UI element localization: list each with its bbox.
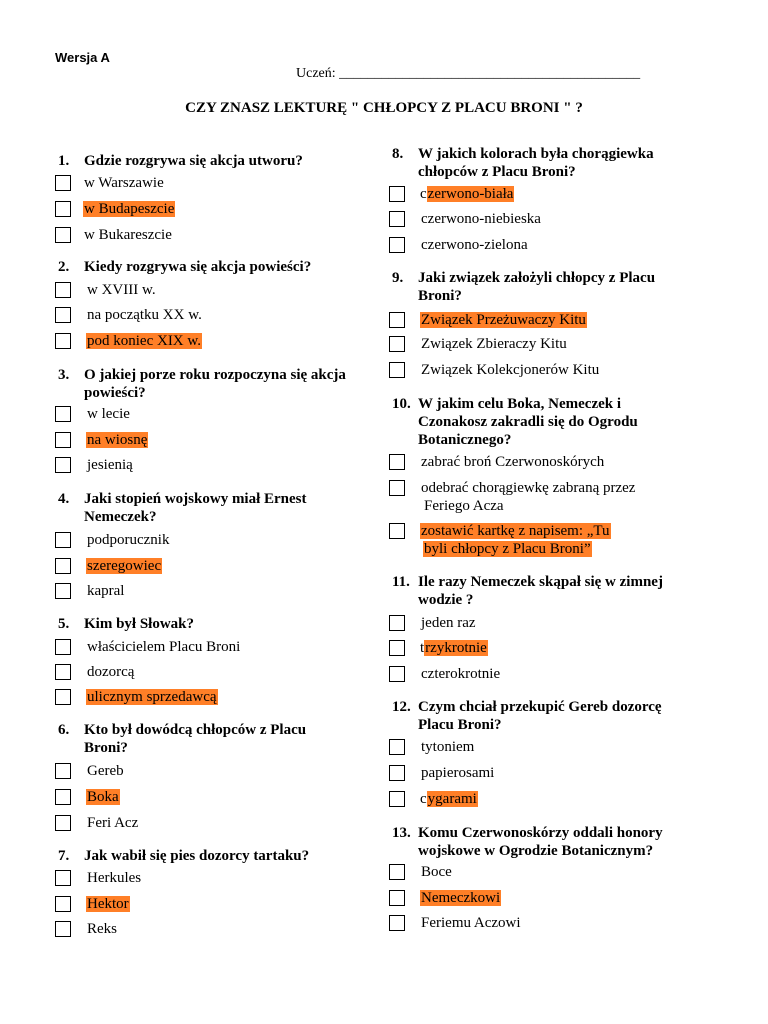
highlighted-answer-text: zerwono-biała [427, 186, 514, 202]
answer-checkbox[interactable] [389, 523, 405, 539]
answer-option[interactable] [55, 226, 343, 246]
answer-checkbox[interactable] [55, 282, 71, 298]
question-text: Kto był dowódcą chłopców z Placu Broni? [84, 722, 307, 756]
answer-option[interactable] [389, 614, 680, 634]
answer-label [83, 200, 175, 218]
answer-label [420, 665, 501, 683]
answer-label [420, 764, 495, 782]
question-number: 13. [392, 825, 411, 841]
answer-checkbox[interactable] [389, 915, 405, 931]
answer-text: kapral [87, 583, 125, 599]
answer-option[interactable] [55, 895, 346, 915]
answer-checkbox[interactable] [55, 432, 71, 448]
highlighted-answer-text: Boka [87, 789, 119, 805]
answer-label [420, 863, 453, 881]
answer-label [86, 332, 202, 350]
answer-text: właścicielem Placu Broni [87, 639, 241, 655]
question-number: 6. [58, 722, 70, 738]
answer-checkbox[interactable] [55, 664, 71, 680]
question-number: 12. [392, 699, 411, 715]
answer-checkbox[interactable] [389, 640, 405, 656]
question-text: Kiedy rozgrywa się akcja powieści? [84, 259, 312, 275]
highlighted-answer-text: pod koniec XIX w. [87, 333, 202, 349]
answer-checkbox[interactable] [55, 639, 71, 655]
answer-checkbox[interactable] [55, 201, 71, 217]
answer-label [86, 895, 130, 913]
question-number: 5. [58, 616, 70, 632]
answer-text: Związek Kolekcjonerów Kitu [421, 362, 600, 378]
answer-label [83, 174, 165, 192]
answer-checkbox[interactable] [389, 890, 405, 906]
answer-option[interactable] [389, 185, 680, 205]
answer-text: Herkules [87, 870, 142, 886]
answer-option[interactable] [55, 582, 346, 602]
highlighted-answer-text: rzykrotnie [425, 640, 487, 656]
answer-text: w XVIII w. [87, 282, 156, 298]
question-text: Czym chciał przekupić Gereb dozorcę Placu Broni? [418, 699, 662, 733]
answer-checkbox[interactable] [55, 558, 71, 574]
answer-label [420, 311, 587, 329]
answer-checkbox[interactable] [389, 480, 405, 496]
answer-option[interactable] [55, 281, 346, 301]
question-number: 3. [58, 367, 70, 383]
answer-option[interactable] [389, 790, 680, 810]
answer-label [86, 531, 170, 549]
answer-option[interactable] [389, 236, 680, 256]
question-number: 11. [392, 574, 410, 590]
question-text: Jak wabił się pies dozorcy tartaku? [84, 848, 310, 864]
question-text: Jaki związek założyli chłopcy z Placu Broni? [418, 270, 656, 304]
answer-text: Związek Zbieraczy Kitu [421, 336, 567, 352]
answer-checkbox[interactable] [389, 739, 405, 755]
question-number: 10. [392, 396, 411, 412]
answer-label [86, 869, 142, 887]
answer-text: w lecie [87, 406, 130, 422]
question-number: 2. [58, 259, 70, 275]
answer-label [420, 639, 488, 657]
question-text: Komu Czerwonoskórzy oddali honory wojskowe w Ogrodzie Botanicznym? [418, 825, 663, 859]
answer-label [420, 738, 475, 756]
answer-label [86, 582, 125, 600]
question-number: 1. [58, 153, 70, 169]
answer-label [420, 185, 514, 203]
answer-checkbox[interactable] [55, 815, 71, 831]
answer-label [86, 431, 148, 449]
answer-label-prefix: c [420, 791, 427, 807]
question-text: W jakich kolorach była chorągiewka chłopców z Placu Broni? [418, 146, 654, 180]
answer-checkbox[interactable] [55, 896, 71, 912]
answer-option[interactable] [55, 332, 346, 352]
answer-checkbox[interactable] [389, 765, 405, 781]
answer-text: Gereb [87, 763, 124, 779]
answer-text: czerwono-niebieska [421, 211, 541, 227]
answer-checkbox[interactable] [389, 615, 405, 631]
question-number: 9. [392, 270, 404, 286]
answer-option[interactable] [55, 638, 346, 658]
answer-label [420, 453, 605, 471]
answer-text: w Warszawie [84, 175, 164, 191]
highlighted-answer-text: Związek Przeżuwaczy Kitu [421, 312, 586, 328]
answer-checkbox[interactable] [389, 336, 405, 352]
answer-text: podporucznik [87, 532, 170, 548]
answer-option[interactable] [389, 738, 680, 758]
answer-checkbox[interactable] [389, 864, 405, 880]
highlighted-answer-text: szeregowiec [87, 558, 162, 574]
answer-label [420, 361, 600, 379]
answer-label [86, 405, 131, 423]
answer-text: Feri Acz [87, 815, 139, 831]
answer-text: odebrać chorągiewkę zabraną przez [421, 480, 636, 496]
answer-text: na początku XX w. [87, 307, 202, 323]
answer-checkbox[interactable] [55, 532, 71, 548]
answer-option[interactable] [389, 210, 680, 230]
answer-option[interactable] [389, 453, 680, 473]
question-text: Ile razy Nemeczek skąpał się w zimnej wodzie ? [418, 574, 663, 608]
answer-text: czterokrotnie [421, 666, 501, 682]
answer-option[interactable] [389, 335, 680, 355]
answer-label [420, 210, 542, 228]
answer-option[interactable] [55, 814, 346, 834]
answer-label [420, 479, 636, 515]
answer-text: jeden raz [421, 615, 476, 631]
answer-checkbox[interactable] [55, 307, 71, 323]
highlighted-answer-text: ulicznym sprzedawcą [87, 689, 217, 705]
student-name-line: Uczeń: ___________________________________________ [296, 66, 641, 81]
answer-text: dozorcą [87, 664, 135, 680]
highlighted-answer-text: Hektor [87, 896, 129, 912]
answer-label [86, 688, 218, 706]
answer-checkbox[interactable] [389, 362, 405, 378]
answer-label [86, 920, 118, 938]
answer-checkbox[interactable] [55, 689, 71, 705]
answer-option[interactable] [389, 639, 680, 659]
answer-checkbox[interactable] [55, 406, 71, 422]
answer-option[interactable] [389, 914, 680, 934]
answer-option[interactable] [55, 869, 346, 889]
question-number: 7. [58, 848, 70, 864]
answer-checkbox[interactable] [389, 211, 405, 227]
page-title: CZY ZNASZ LEKTURĘ " CHŁOPCY Z PLACU BRONI " ? [185, 100, 583, 116]
answer-label [420, 522, 611, 558]
answer-checkbox[interactable] [55, 583, 71, 599]
answer-text: czerwono-zielona [421, 237, 528, 253]
answer-text: papierosami [421, 765, 495, 781]
answer-label [86, 762, 125, 780]
version-label: Wersja A [55, 50, 110, 65]
answer-option[interactable] [389, 479, 680, 514]
answer-option[interactable] [389, 665, 680, 685]
answer-option[interactable] [55, 405, 346, 425]
answer-label [420, 790, 478, 808]
answer-label [86, 814, 139, 832]
answer-option[interactable] [389, 889, 680, 909]
answer-label [420, 889, 501, 907]
answer-option[interactable] [55, 200, 343, 220]
answer-label [83, 226, 173, 244]
answer-option[interactable] [389, 764, 680, 784]
answer-label [86, 663, 135, 681]
answer-option[interactable] [55, 557, 346, 577]
answer-option[interactable] [389, 863, 680, 883]
answer-label [420, 914, 522, 932]
answer-label-prefix: c [420, 186, 427, 202]
highlighted-answer-text: w Budapeszcie [84, 201, 175, 217]
answer-option[interactable] [55, 788, 346, 808]
answer-label [420, 335, 568, 353]
answer-label [86, 788, 120, 806]
answer-checkbox[interactable] [55, 227, 71, 243]
highlighted-answer-text: byli chłopcy z Placu Broni” [424, 541, 591, 557]
answer-checkbox[interactable] [55, 175, 71, 191]
answer-checkbox[interactable] [55, 870, 71, 886]
answer-checkbox[interactable] [55, 789, 71, 805]
answer-option[interactable] [55, 920, 346, 940]
answer-checkbox[interactable] [389, 454, 405, 470]
answer-option[interactable] [389, 522, 680, 557]
answer-option[interactable] [55, 531, 346, 551]
answer-checkbox[interactable] [389, 666, 405, 682]
answer-checkbox[interactable] [55, 921, 71, 937]
answer-label [86, 557, 162, 575]
highlighted-answer-text: na wiosnę [87, 432, 148, 448]
answer-text: Feriemu Aczowi [421, 915, 521, 931]
answer-text: tytoniem [421, 739, 475, 755]
answer-option[interactable] [55, 174, 343, 194]
answer-option[interactable] [55, 762, 346, 782]
answer-label [420, 614, 477, 632]
answer-checkbox[interactable] [389, 312, 405, 328]
answer-label-prefix: t [420, 640, 425, 656]
highlighted-answer-text: zostawić kartkę z napisem: „Tu [421, 523, 610, 539]
question-number: 4. [58, 491, 70, 507]
answer-label [86, 638, 241, 656]
highlighted-answer-text: ygarami [427, 791, 477, 807]
answer-text: jesienią [87, 457, 133, 473]
answer-text: Feriego Acza [424, 498, 504, 514]
answer-label [86, 281, 157, 299]
answer-label [86, 456, 134, 474]
answer-option[interactable] [55, 431, 346, 451]
answer-option[interactable] [55, 663, 346, 683]
question-text: Gdzie rozgrywa się akcja utworu? [84, 153, 303, 169]
answer-option[interactable] [55, 306, 346, 326]
answer-checkbox[interactable] [55, 457, 71, 473]
question-text: W jakim celu Boka, Nemeczek i Czonakosz zakradli się do Ogrodu Botanicznego? [418, 396, 638, 448]
answer-option[interactable] [389, 311, 680, 331]
answer-checkbox[interactable] [389, 186, 405, 202]
question-text: Jaki stopień wojskowy miał Ernest Nemeczek? [84, 491, 307, 525]
question-number: 8. [392, 146, 404, 162]
question-text: O jakiej porze roku rozpoczyna się akcja powieści? [84, 367, 346, 401]
answer-text: Reks [87, 921, 117, 937]
answer-checkbox[interactable] [55, 763, 71, 779]
answer-option[interactable] [389, 361, 680, 381]
answer-option[interactable] [55, 456, 346, 476]
answer-checkbox[interactable] [389, 791, 405, 807]
answer-label [420, 236, 529, 254]
answer-label [86, 306, 203, 324]
answer-text: Boce [421, 864, 452, 880]
answer-option[interactable] [55, 688, 346, 708]
answer-text: w Bukareszcie [84, 227, 172, 243]
answer-checkbox[interactable] [55, 333, 71, 349]
answer-text: zabrać broń Czerwonoskórych [421, 454, 605, 470]
highlighted-answer-text: Nemeczkowi [421, 890, 501, 906]
question-text: Kim był Słowak? [84, 616, 195, 632]
answer-checkbox[interactable] [389, 237, 405, 253]
